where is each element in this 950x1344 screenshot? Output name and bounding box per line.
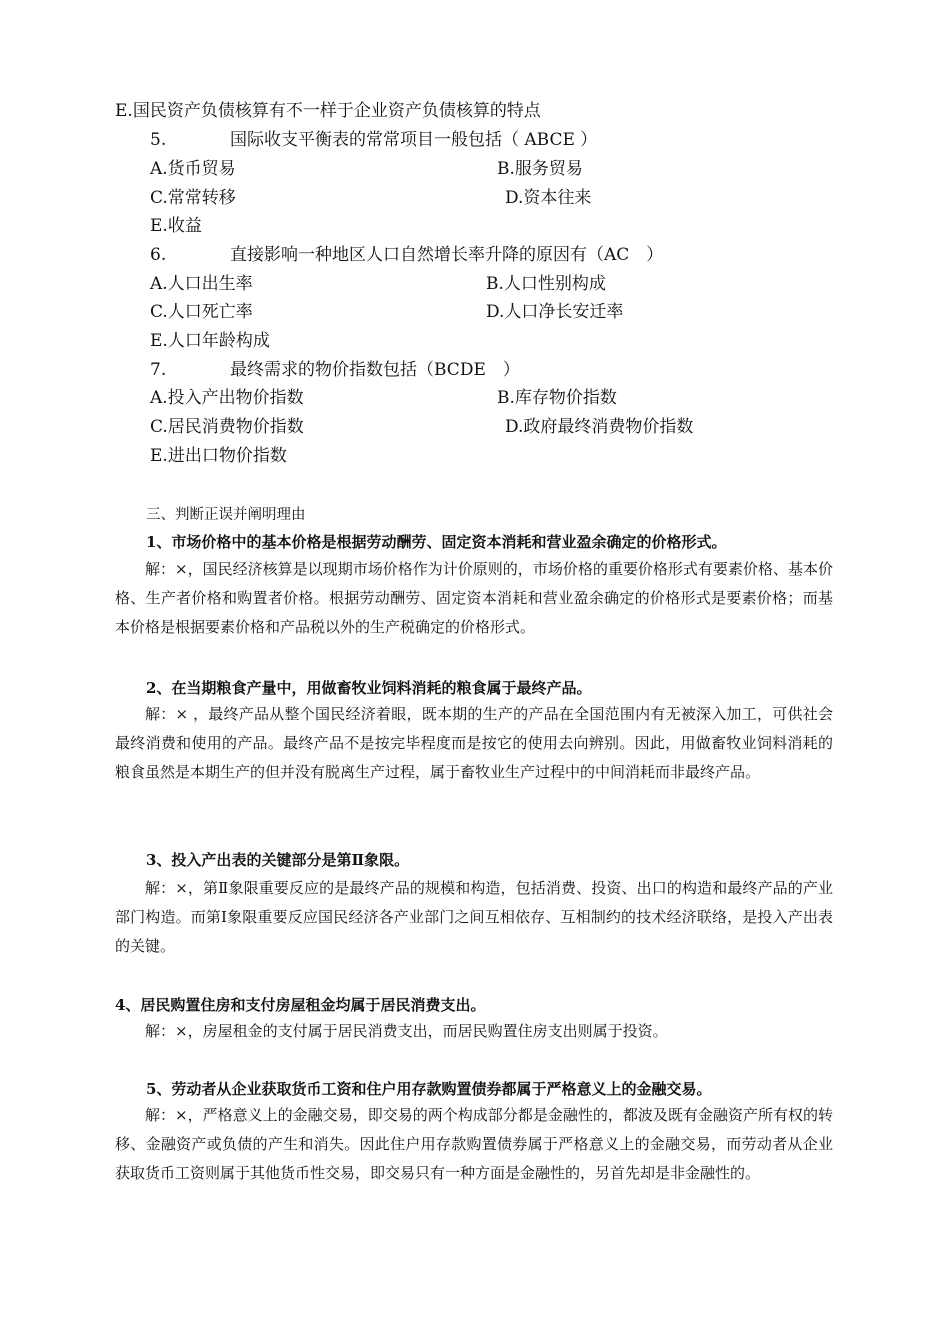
q5-option-c: C.常常转移: [150, 188, 236, 208]
option-e-text: E.国民资产负债核算有不一样于企业资产负债核算的特点: [115, 101, 541, 121]
section-heading: 三、判断正误并阐明理由: [146, 507, 306, 523]
judge-answer-2: 解：× ，最终产品从整个国民经济着眼，既本期的生产的产品在全国范围内有无被深入加工，可供社会最终消费和使用的产品。最终产品不是按完毕程度而是按它的使用去向辨别。因此，用做畜牧业饲料消耗的粮食虽然是本期生产的但并没有脱离生产过程，属于畜牧业生产过程中的中间消耗而非最终产品。: [115, 705, 833, 781]
q6-stem: 直接影响一种地区人口自然增长率升降的原因有（AC ）: [230, 245, 664, 265]
q5-option-d: D.资本往来: [505, 188, 592, 208]
q5-option-e: E.收益: [150, 216, 202, 236]
q6-option-d: D.人口净长安迁率: [486, 302, 624, 322]
judge-question-5: 5、劳动者从企业获取货币工资和住户用存款购置债券都属于严格意义上的金融交易。: [146, 1080, 712, 1098]
judge-question-2: 2、在当期粮食产量中，用做畜牧业饲料消耗的粮食属于最终产品。: [146, 679, 592, 697]
judge-question-1: 1、市场价格中的基本价格是根据劳动酬劳、固定资本消耗和营业盈余确定的价格形式。: [146, 533, 727, 551]
judge-question-4: 4、居民购置住房和支付房屋租金均属于居民消费支出。: [115, 996, 486, 1014]
q7-option-d: D.政府最终消费物价指数: [505, 417, 694, 437]
q7-option-b: B.库存物价指数: [497, 388, 617, 408]
judge-answer-3: 解：×，第Ⅱ象限重要反应的是最终产品的规模和构造，包括消费、投资、出口的构造和最终产品的产业部门构造。而第Ⅰ象限重要反应国民经济各产业部门之间互相依存、互相制约的技术经济联络，是投入产出表的关键。: [115, 879, 833, 955]
q7-option-c: C.居民消费物价指数: [150, 417, 304, 437]
judge-answer-5: 解：×，严格意义上的金融交易，即交易的两个构成部分都是金融性的，都波及既有金融资产所有权的转移、金融资产或负债的产生和消失。因此住户用存款购置债券属于严格意义上的金融交易，而劳动者从企业获取货币工资则属于其他货币性交易，即交易只有一种方面是金融性的，另首先却是非金融性的。: [115, 1106, 833, 1182]
q7-option-e: E.进出口物价指数: [150, 446, 287, 466]
judge-question-3: 3、投入产出表的关键部分是第Ⅱ象限。: [146, 851, 410, 869]
q5-stem: 国际收支平衡表的常常项目一般包括（ ABCE ）: [230, 130, 598, 150]
q6-option-e: E.人口年龄构成: [150, 331, 270, 351]
q7-number: 7.: [150, 360, 167, 380]
q5-number: 5.: [150, 130, 167, 150]
q7-option-a: A.投入产出物价指数: [150, 388, 304, 408]
q5-option-b: B.服务贸易: [497, 159, 583, 179]
judge-answer-1: 解：×，国民经济核算是以现期市场价格作为计价原则的，市场价格的重要价格形式有要素价格、基本价格、生产者价格和购置者价格。根据劳动酬劳、固定资本消耗和营业盈余确定的价格形式是要素价格；而基本价格是根据要素价格和产品税以外的生产税确定的价格形式。: [115, 560, 833, 636]
q5-option-a: A.货币贸易: [150, 159, 236, 179]
q6-option-a: A.人口出生率: [150, 274, 253, 294]
judge-answer-4: 解：×，房屋租金的支付属于居民消费支出，而居民购置住房支出则属于投资。: [145, 1022, 668, 1040]
q6-option-b: B.人口性别构成: [486, 274, 606, 294]
q6-number: 6.: [150, 245, 167, 265]
q7-stem: 最终需求的物价指数包括（BCDE ）: [230, 360, 520, 380]
q6-option-c: C.人口死亡率: [150, 302, 253, 322]
